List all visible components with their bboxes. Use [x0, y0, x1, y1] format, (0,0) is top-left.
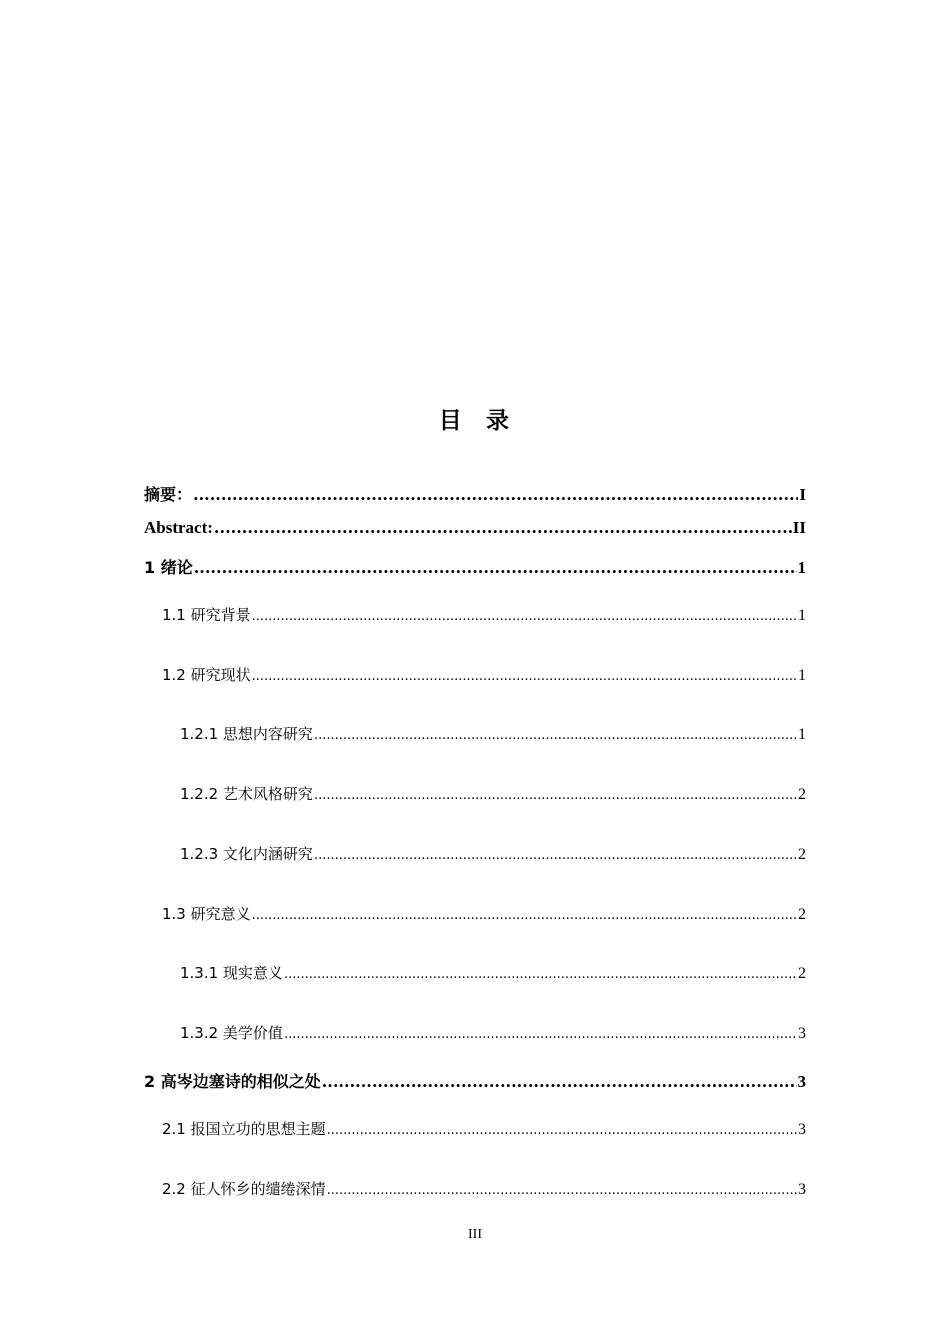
toc-leader-dots	[327, 1123, 797, 1138]
toc-entry-page: 1	[798, 667, 806, 684]
toc-entry-page: 1	[798, 726, 806, 743]
toc-entry-page: 2	[798, 846, 806, 863]
toc-entry-1-2[interactable]	[144, 664, 806, 685]
toc-entry-page: 1	[797, 558, 806, 577]
toc-entry-label: Abstract:	[144, 518, 213, 537]
toc-entry-label: 1 绪论	[144, 558, 193, 577]
toc-entry-label: 1.3.1 现实意义	[180, 964, 283, 982]
toc-entry-page: 2	[798, 786, 806, 803]
toc-leader-dots	[194, 558, 797, 577]
page-number-footer: III	[468, 1227, 482, 1242]
toc-entry-label: 2.2 征人怀乡的缱绻深情	[162, 1180, 326, 1198]
toc-entry-1-3-2[interactable]	[144, 1022, 806, 1043]
toc-entry-1-1[interactable]	[144, 604, 806, 625]
toc-leader-dots	[214, 518, 792, 537]
toc-entry-2-2[interactable]	[144, 1178, 806, 1199]
toc-entry-label: 1.3.2 美学价值	[180, 1024, 283, 1042]
toc-leader-dots	[322, 1072, 797, 1091]
toc-entry-1-2-2[interactable]	[144, 783, 806, 804]
toc-entry-1-2-1[interactable]	[144, 723, 806, 744]
toc-entry-page: 3	[797, 1072, 806, 1091]
toc-entry-abstract-en[interactable]	[144, 518, 806, 538]
toc-title	[0, 402, 950, 435]
toc-entry-label: 1.2 研究现状	[162, 666, 251, 684]
toc-entry-1-2-3[interactable]	[144, 843, 806, 864]
toc-title-char-1: 目	[438, 408, 464, 434]
toc-leader-dots	[327, 1183, 797, 1198]
toc-leader-dots	[314, 788, 797, 803]
toc-entry-label: 摘要：	[144, 485, 193, 504]
toc-leader-dots	[252, 609, 797, 624]
toc-leader-dots	[252, 908, 797, 923]
toc-entry-page: 3	[798, 1181, 806, 1198]
toc-entry-page: 1	[798, 607, 806, 624]
toc-entry-chapter-2[interactable]	[144, 1069, 806, 1092]
toc-entry-abstract-cn[interactable]	[144, 482, 806, 505]
toc-leader-dots	[284, 1027, 797, 1042]
toc-entry-1-3-1[interactable]	[144, 962, 806, 983]
toc-entry-page: 2	[798, 965, 806, 982]
toc-entry-label: 2 高岑边塞诗的相似之处	[144, 1072, 321, 1091]
toc-leader-dots	[284, 967, 797, 982]
toc-entry-page: 2	[798, 906, 806, 923]
toc-entry-page: 3	[798, 1025, 806, 1042]
toc-entry-chapter-1[interactable]	[144, 555, 806, 578]
toc-entry-1-3[interactable]	[144, 903, 806, 924]
toc-leader-dots	[252, 669, 797, 684]
toc-leader-dots	[314, 728, 797, 743]
toc-entry-label: 1.1 研究背景	[162, 606, 251, 624]
toc-entry-2-1[interactable]	[144, 1118, 806, 1139]
toc-title-char-2: 录	[486, 408, 512, 434]
toc-entry-label: 1.2.2 艺术风格研究	[180, 785, 313, 803]
toc-entry-label: 2.1 报国立功的思想主题	[162, 1120, 326, 1138]
toc-leader-dots	[314, 848, 797, 863]
toc-entry-page: II	[792, 518, 806, 537]
toc-entry-label: 1.3 研究意义	[162, 905, 251, 923]
toc-leader-dots	[193, 485, 798, 504]
toc-entry-label: 1.2.1 思想内容研究	[180, 725, 313, 743]
toc-entry-page: I	[799, 485, 806, 504]
toc-entry-label: 1.2.3 文化内涵研究	[180, 845, 313, 863]
toc-entry-page: 3	[798, 1121, 806, 1138]
